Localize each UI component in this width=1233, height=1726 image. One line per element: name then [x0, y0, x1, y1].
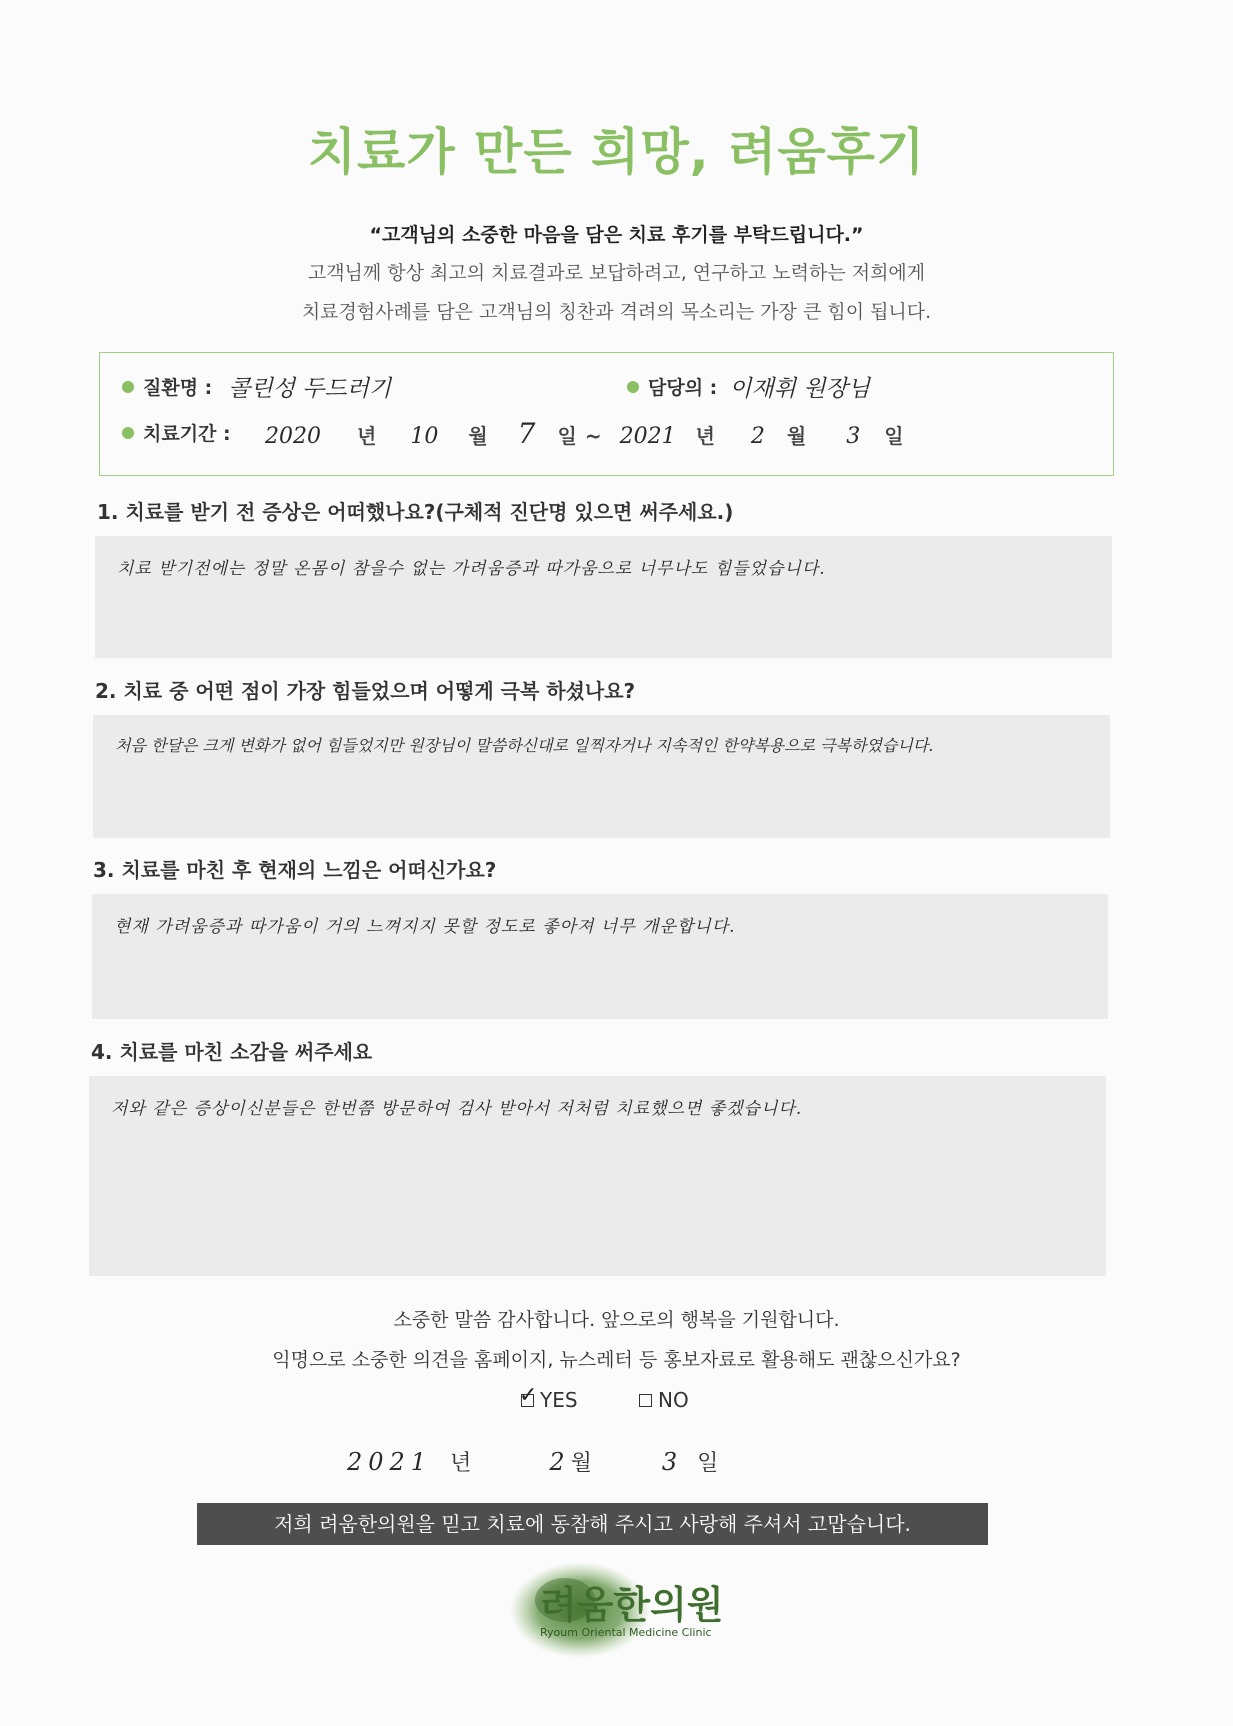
disease-label: 질환명 : — [143, 377, 213, 399]
consent-no-label: NO — [658, 1388, 689, 1412]
period-field — [122, 419, 231, 446]
logo-subtitle: Ryoum Oriental Medicine Clinic — [540, 1626, 712, 1639]
consent-no-option[interactable] — [639, 1388, 689, 1412]
end-month: 2 — [750, 424, 765, 449]
answer-box-2[interactable] — [93, 715, 1110, 838]
unit-day: 일 — [884, 424, 904, 448]
consent-yes-label: YES — [540, 1388, 578, 1412]
start-year: 2020 — [265, 424, 321, 449]
logo-name: 려움한의원 — [540, 1582, 724, 1627]
clinic-logo — [495, 1560, 735, 1670]
disease-field — [122, 370, 391, 403]
answer-1-text: 치료 받기전에는 정말 온몸이 참을수 없는 가려움증과 따가움으로 너무나도 힘들었습니다. — [117, 559, 826, 579]
unit-month: 월 — [468, 424, 488, 448]
page-title: 치료가 만든 희망, 려움후기 — [307, 123, 926, 181]
period-tilde: ~ — [584, 424, 602, 448]
sign-day: 3 — [661, 1448, 678, 1476]
unit-year: 년 — [695, 424, 715, 448]
end-year: 2021 — [619, 424, 676, 449]
start-day: 7 — [517, 417, 536, 450]
question-4: 4. 치료를 마친 소감을 써주세요 — [91, 1040, 373, 1064]
sign-unit-year: 년 — [450, 1451, 472, 1476]
doctor-value[interactable]: 이재휘 원장님 — [729, 376, 870, 402]
doctor-field — [627, 370, 870, 403]
answer-3-text: 현재 가려움증과 따가움이 거의 느껴지지 못할 정도로 좋아져 너무 개운합니다. — [114, 917, 736, 937]
request-quote: “고객님의 소중한 마음을 담은 치료 후기를 부탁드립니다.” — [369, 224, 864, 246]
sign-unit-month: 월 — [570, 1451, 592, 1476]
checkbox-yes[interactable] — [519, 1382, 538, 1408]
treatment-period[interactable] — [265, 417, 904, 450]
question-3: 3. 치료를 마친 후 현재의 느낌은 어떠신가요? — [93, 858, 497, 882]
bullet-icon — [122, 427, 134, 439]
answer-4-text: 저와 같은 증상이신분들은 한번쯤 방문하여 검사 받아서 저처럼 치료했으면 좋겠습니다. — [111, 1099, 803, 1119]
checkbox-no[interactable] — [639, 1394, 652, 1407]
thank-you-banner: 저희 려움한의원을 믿고 치료에 동참해 주시고 사랑해 주셔서 고맙습니다. — [197, 1503, 988, 1545]
checkmark-icon: ✓ — [519, 1382, 538, 1408]
intro-line-1: 고객님께 항상 최고의 치료결과로 보답하려고, 연구하고 노력하는 저희에게 — [307, 262, 926, 284]
thanks-line-1: 소중한 말씀 감사합니다. 앞으로의 행복을 기원합니다. — [393, 1309, 840, 1331]
start-month: 10 — [410, 424, 439, 449]
consent-question: 익명으로 소중한 의견을 홈페이지, 뉴스레터 등 홍보자료로 활용해도 괜찮으신가요? — [272, 1349, 961, 1371]
bullet-icon — [627, 381, 639, 393]
answer-box-3[interactable] — [92, 894, 1108, 1019]
question-2: 2. 치료 중 어떤 점이 가장 힘들었으며 어떻게 극복 하셨나요? — [95, 679, 636, 703]
signature-date[interactable] — [347, 1446, 718, 1477]
answer-box-1[interactable] — [95, 536, 1112, 658]
intro-line-2: 치료경험사례를 담은 고객님의 칭찬과 격려의 목소리는 가장 큰 힘이 됩니다. — [301, 301, 932, 323]
doctor-label: 담당의 : — [648, 377, 718, 399]
sign-month: 2 — [549, 1448, 565, 1476]
unit-year: 년 — [357, 424, 377, 448]
end-day: 3 — [846, 424, 861, 449]
answer-2-text: 처음 한달은 크게 변화가 없어 힘들었지만 원장님이 말씀하신대로 일찍자거나 지속적인 한약복용으로 극복하였습니다. — [115, 736, 934, 755]
sign-year: 2021 — [347, 1448, 433, 1476]
sign-unit-day: 일 — [697, 1451, 719, 1476]
answer-box-4[interactable] — [89, 1076, 1106, 1276]
consent-yes-option[interactable] — [519, 1382, 578, 1412]
disease-value[interactable]: 콜린성 두드러기 — [228, 376, 392, 402]
bullet-icon — [122, 381, 134, 393]
unit-month: 월 — [786, 424, 807, 448]
unit-day: 일 — [557, 424, 577, 448]
patient-info-box — [99, 352, 1114, 476]
question-1: 1. 치료를 받기 전 증상은 어떠했나요?(구체적 진단명 있으면 써주세요.) — [97, 500, 734, 524]
period-label: 치료기간 : — [143, 423, 231, 445]
